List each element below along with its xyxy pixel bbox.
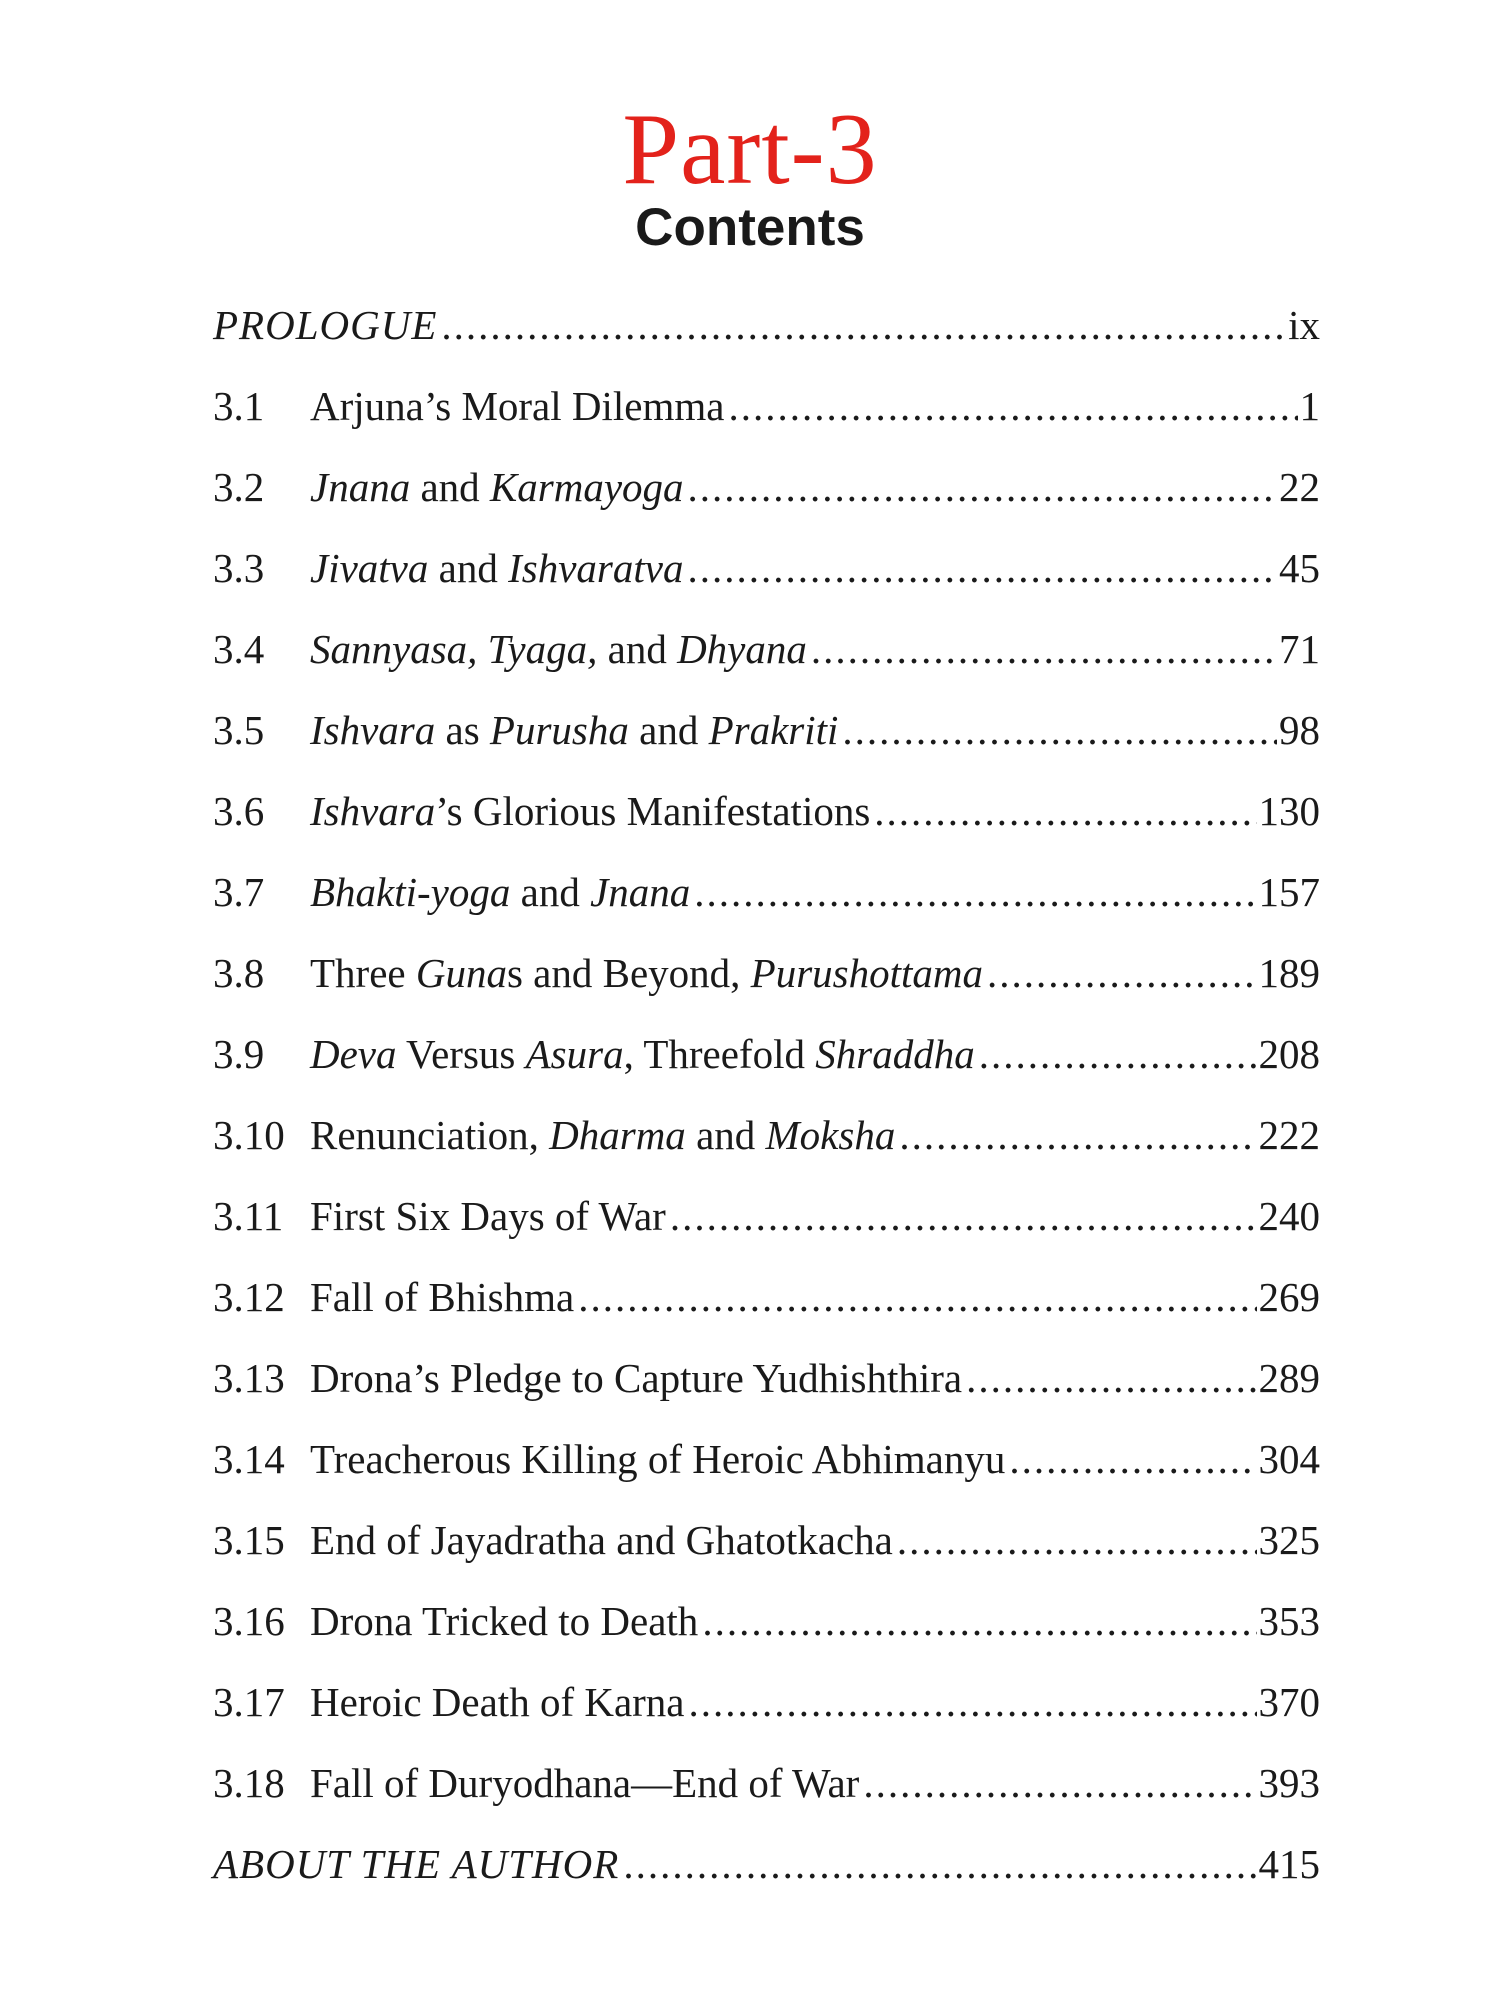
toc-entry[interactable] [213,1338,1320,1419]
chapter-title: Jnana and Karmayoga [310,464,684,510]
toc-entry[interactable] [213,366,1320,447]
toc-entry-title: PROLOGUE [213,302,438,348]
chapter-number: 3.3 [213,545,265,591]
toc-page-number: 353 [1258,1598,1320,1644]
toc-page-number: 157 [1258,869,1320,915]
toc-entry[interactable] [213,690,1320,771]
chapter-number: 3.5 [213,707,265,753]
toc-entry[interactable] [213,528,1320,609]
dot-leader [687,528,1277,609]
chapter-title: Fall of Bhishma [310,1274,575,1320]
chapter-number: 3.9 [213,1031,265,1077]
dot-leader [702,1581,1256,1662]
toc-entry-prologue[interactable] [213,285,1320,366]
chapter-title: Heroic Death of Karna [310,1679,685,1725]
chapter-number: 3.11 [213,1193,284,1239]
toc-entry[interactable] [213,1500,1320,1581]
chapter-number: 3.1 [213,383,265,429]
dot-leader [811,609,1277,690]
toc-page-number: 1 [1299,383,1320,429]
chapter-title: Three Gunas and Beyond, Purushottama [310,950,984,996]
toc-page-number: 98 [1279,707,1320,753]
toc-entry[interactable] [213,447,1320,528]
toc-entry[interactable] [213,852,1320,933]
dot-leader [670,1176,1257,1257]
dot-leader [578,1257,1256,1338]
chapter-title: Jivatva and Ishvaratva [310,545,684,591]
dot-leader [441,285,1286,366]
toc-entry-about-author[interactable] [213,1824,1320,1905]
chapter-number: 3.16 [213,1598,285,1644]
dot-leader [966,1338,1256,1419]
chapter-title: Ishvara’s Glorious Manifestations [310,788,871,834]
chapter-number: 3.18 [213,1760,285,1806]
toc-page-number: 22 [1279,464,1320,510]
chapter-number: 3.13 [213,1355,285,1401]
chapter-title: Ishvara as Purusha and Prakriti [310,707,839,753]
dot-leader [987,933,1256,1014]
toc-page-number: 415 [1258,1841,1320,1887]
part-title: Part-3 [622,93,878,206]
chapter-title: Deva Versus Asura, Threefold Shraddha [310,1031,975,1077]
chapter-title: Fall of Duryodhana—End of War [310,1760,860,1806]
toc-page-number: 370 [1258,1679,1320,1725]
chapter-title: Drona Tricked to Death [310,1598,699,1644]
chapter-number: 3.2 [213,464,265,510]
chapter-title: End of Jayadratha and Ghatotkacha [310,1517,893,1563]
toc-entry[interactable] [213,1257,1320,1338]
chapter-title: Treacherous Killing of Heroic Abhimanyu [310,1436,1006,1482]
toc-page-number: 222 [1258,1112,1320,1158]
toc-entry[interactable] [213,1581,1320,1662]
toc-entry[interactable] [213,1662,1320,1743]
chapter-number: 3.4 [213,626,265,672]
chapter-number: 3.6 [213,788,265,834]
chapter-number: 3.8 [213,950,265,996]
chapter-title: Drona’s Pledge to Capture Yudhishthira [310,1355,963,1401]
chapter-title: Sannyasa, Tyaga, and Dhyana [310,626,807,672]
toc-page-number: 289 [1258,1355,1320,1401]
chapter-title: Bhakti-yoga and Jnana [310,869,691,915]
toc-entry[interactable] [213,1095,1320,1176]
toc-page-number: 45 [1279,545,1320,591]
dot-leader [689,1662,1257,1743]
dot-leader [623,1824,1256,1905]
chapter-number: 3.17 [213,1679,285,1725]
dot-leader [863,1743,1256,1824]
chapter-title: Renunciation, Dharma and Moksha [310,1112,896,1158]
chapter-title: Arjuna’s Moral Dilemma [310,383,725,429]
toc-entry[interactable] [213,771,1320,852]
chapter-title: First Six Days of War [310,1193,666,1239]
contents-heading: Contents [635,198,865,257]
toc-page-number: ix [1288,302,1320,348]
dot-leader [1009,1419,1256,1500]
dot-leader [842,690,1277,771]
chapter-number: 3.10 [213,1112,285,1158]
dot-leader [688,447,1277,528]
toc-page-number: 325 [1258,1517,1320,1563]
toc-entry[interactable] [213,1743,1320,1824]
dot-leader [694,852,1256,933]
toc-entry[interactable] [213,933,1320,1014]
toc-entry[interactable] [213,1176,1320,1257]
toc-page-number: 130 [1258,788,1320,834]
dot-leader [874,771,1256,852]
toc-page-number: 189 [1258,950,1320,996]
dot-leader [899,1095,1256,1176]
chapter-number: 3.12 [213,1274,285,1320]
chapter-number: 3.14 [213,1436,285,1482]
toc-page-number: 240 [1258,1193,1320,1239]
chapter-number: 3.15 [213,1517,285,1563]
toc-entry[interactable] [213,1014,1320,1095]
toc-page-number: 393 [1258,1760,1320,1806]
dot-leader [979,1014,1257,1095]
toc-page-number: 208 [1258,1031,1320,1077]
table-of-contents [213,285,1320,1905]
toc-entry-title: ABOUT THE AUTHOR [213,1841,620,1887]
toc-page-number: 304 [1258,1436,1320,1482]
toc-page-number: 269 [1258,1274,1320,1320]
dot-leader [728,366,1297,447]
toc-entry[interactable] [213,609,1320,690]
toc-entry[interactable] [213,1419,1320,1500]
toc-page-number: 71 [1279,626,1320,672]
dot-leader [897,1500,1257,1581]
chapter-number: 3.7 [213,869,265,915]
